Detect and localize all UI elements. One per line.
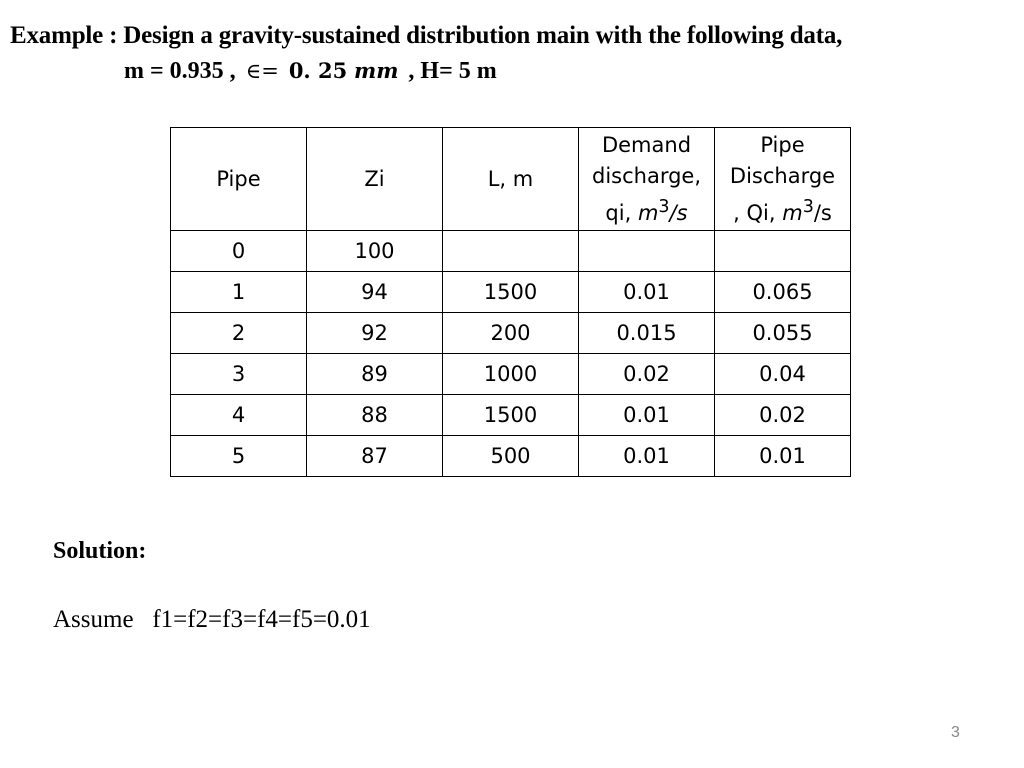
assume-label: Assume <box>53 606 134 633</box>
cell-demand: 0.015 <box>579 313 715 354</box>
table-row <box>171 272 851 313</box>
cell-demand <box>579 231 715 272</box>
header-demand-discharge <box>579 128 715 231</box>
cell-demand: 0.01 <box>579 436 715 477</box>
cell-zi: 94 <box>307 272 443 313</box>
header-demand-line3: qi, <box>605 200 632 225</box>
cell-discharge: 0.055 <box>715 313 851 354</box>
header-length: L, m <box>443 128 579 231</box>
cell-length: 1000 <box>443 354 579 395</box>
cell-length: 500 <box>443 436 579 477</box>
cell-pipe: 5 <box>171 436 307 477</box>
header-pipeq-line1: Pipe <box>760 132 805 157</box>
cell-demand: 0.01 <box>579 272 715 313</box>
cell-discharge: 0.065 <box>715 272 851 313</box>
header-demand-line2: discharge, <box>591 163 702 188</box>
table-row <box>171 436 851 477</box>
header-pipe-discharge <box>715 128 851 231</box>
param-epsilon-number: 0. 25 <box>288 58 348 83</box>
cell-demand: 0.01 <box>579 395 715 436</box>
header-demand-line1: Demand <box>601 132 692 157</box>
cell-pipe: 3 <box>171 354 307 395</box>
cell-pipe: 0 <box>171 231 307 272</box>
slide-page-number: 3 <box>951 724 960 741</box>
header-demand-unit-s: /s <box>669 200 688 225</box>
example-statement: Design a gravity-sustained distribution main with the following data, <box>123 22 843 49</box>
param-epsilon-value <box>289 59 399 83</box>
cell-pipe: 4 <box>171 395 307 436</box>
cell-zi: 92 <box>307 313 443 354</box>
param-head: , H= 5 m <box>408 58 497 84</box>
cell-discharge: 0.01 <box>715 436 851 477</box>
header-pipeq-unit-s: /s <box>813 200 832 225</box>
cell-discharge: 0.04 <box>715 354 851 395</box>
header-pipeq-line3: , Qi, <box>733 200 776 225</box>
cell-length: 1500 <box>443 272 579 313</box>
assumption-line <box>53 606 371 634</box>
assume-friction-factors: f1=f2=f3=f4=f5=0.01 <box>152 606 371 633</box>
table-header-row <box>171 128 851 231</box>
cell-zi: 89 <box>307 354 443 395</box>
cell-length: 200 <box>443 313 579 354</box>
cell-pipe: 2 <box>171 313 307 354</box>
param-epsilon-unit: mm <box>353 58 399 83</box>
table-row <box>171 395 851 436</box>
table-row <box>171 354 851 395</box>
cell-discharge: 0.02 <box>715 395 851 436</box>
table-row <box>171 313 851 354</box>
header-pipeq-unit-exp: 3 <box>802 196 814 217</box>
solution-heading: Solution: <box>53 538 147 564</box>
table-row <box>171 231 851 272</box>
header-demand-unit-exp: 3 <box>658 196 670 217</box>
cell-zi: 100 <box>307 231 443 272</box>
example-label: Example : <box>10 22 118 49</box>
cell-zi: 87 <box>307 436 443 477</box>
header-zi: Zi <box>307 128 443 231</box>
cell-discharge <box>715 231 851 272</box>
header-pipeq-unit-m: m <box>782 200 803 225</box>
cell-length: 1500 <box>443 395 579 436</box>
cell-pipe: 1 <box>171 272 307 313</box>
param-epsilon-symbol: ∈= <box>245 59 279 83</box>
header-demand-unit-m: m <box>637 200 659 225</box>
cell-zi: 88 <box>307 395 443 436</box>
example-heading <box>10 22 842 50</box>
header-pipe: Pipe <box>171 128 307 231</box>
param-m: m = 0.935 , <box>124 58 236 84</box>
given-parameters <box>124 58 501 85</box>
pipe-data-table <box>170 127 851 477</box>
cell-length <box>443 231 579 272</box>
header-pipeq-line2: Discharge <box>729 163 836 188</box>
cell-demand: 0.02 <box>579 354 715 395</box>
